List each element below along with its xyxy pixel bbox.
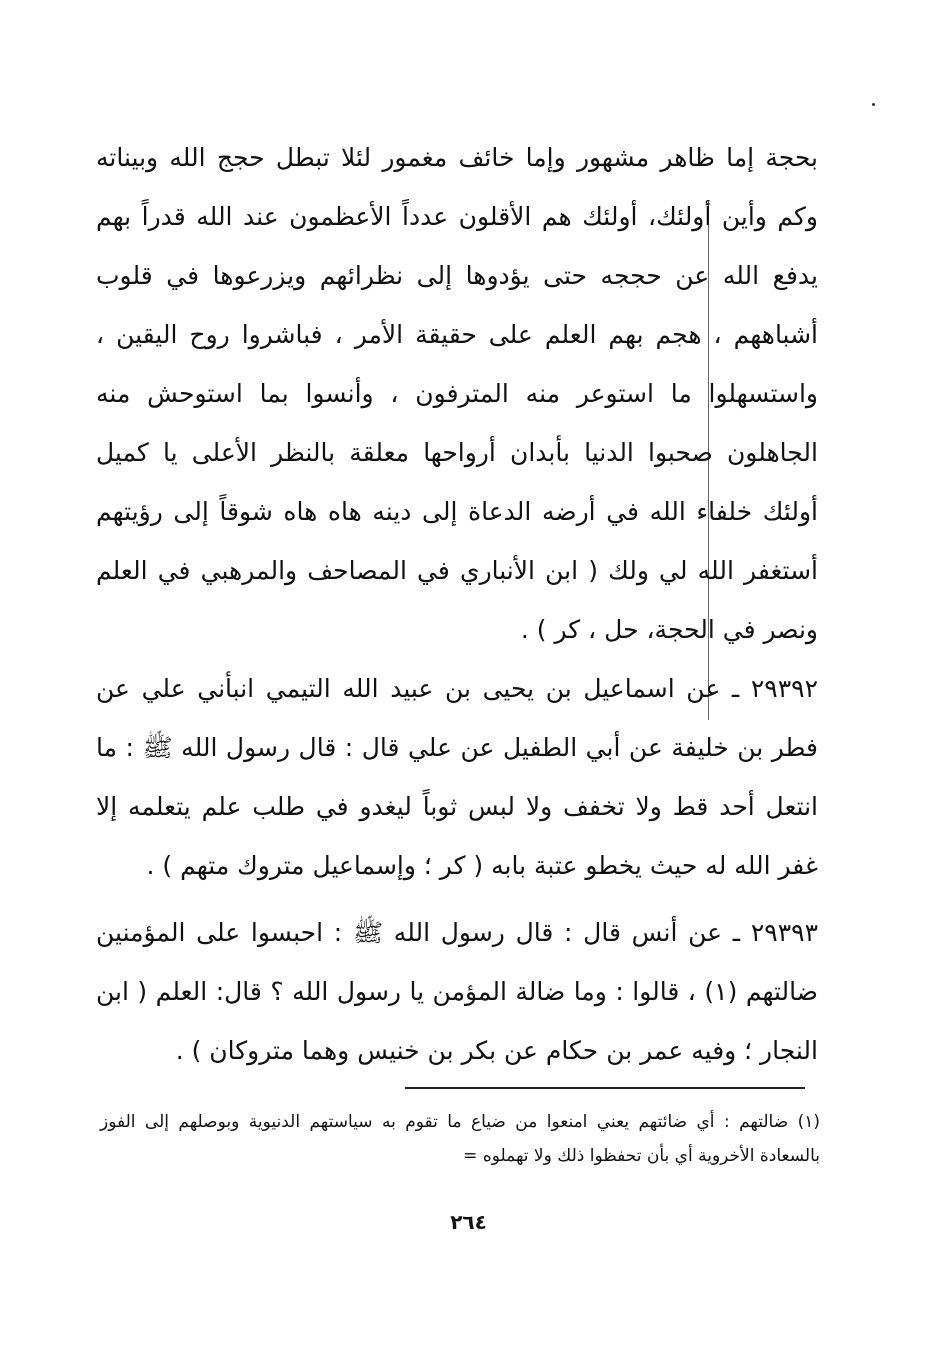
- page-number: ٢٦٤: [450, 1210, 487, 1234]
- print-speck: [872, 103, 875, 106]
- main-text: [96, 128, 818, 1080]
- footnote-separator: [405, 1087, 805, 1089]
- paragraph-hadith-29393: ٢٩٣٩٣ ـ عن أنس قال : قال رسول الله ﷺ : احبسوا على المؤمنين ضالتهم (١) ، قالوا : وما ضالة المؤمن يا رسول الله ؟ قال: العلم ( ابن النجار ؛ وفيه عمر بن حكام عن بكر بن خنيس وهما متروكان ) .: [96, 918, 818, 1065]
- footnote-text: (١) ضالتهم : أي ضائتهم يعني امنعوا من ضياع ما تقوم به سياستهم الدنيوية وبوصلهم إلى الفوز بالسعادة الأخروية أي بأن تحفظوا ذلك ولا تهملوه =: [100, 1112, 820, 1166]
- paragraph-hadith-29392: ٢٩٣٩٢ ـ عن اسماعيل بن يحيى بن عبيد الله التيمي انبأني علي عن فطر بن خليفة عن أبي الطفيل عن علي قال : قال رسول الله ﷺ : ما انتعل أحد قط ولا تخفف ولا لبس ثوباً ليغدو في طلب علم يتعلمه إلا غفر الله له حيث يخطو عتبة بابه ( كر ؛ وإسماعيل متروك متهم ) .: [96, 674, 818, 880]
- footnote: [100, 1105, 820, 1173]
- paragraph-1: بحجة إما ظاهر مشهور وإما خائف مغمور لئلا تبطل حجج الله وبيناته وكم وأين أولئك، أولئك هم الأقلون عدداً الأعظمون عند الله قدراً بهم يدفع الله عن حججه حتى يؤدوها إلى نظرائهم ويزرعوها في قلوب أشباههم ، هجم بهم العلم على حقيقة الأمر ، فباشروا روح اليقين ، واستسهلوا ما استوعر منه المترفون ، وأنسوا بما استوحش منه الجاهلون صحبوا الدنيا بأبدان أرواحها معلقة بالنظر الأعلى يا كميل أولئك خلفاء الله في أرضه الدعاة إلى دينه هاه هاه شوقاً إلى رؤيتهم أستغفر الله لي ولك ( ابن الأنباري في المصاحف والمرهبي في العلم ونصر في الحجة، حل ، كر ) .: [96, 143, 818, 644]
